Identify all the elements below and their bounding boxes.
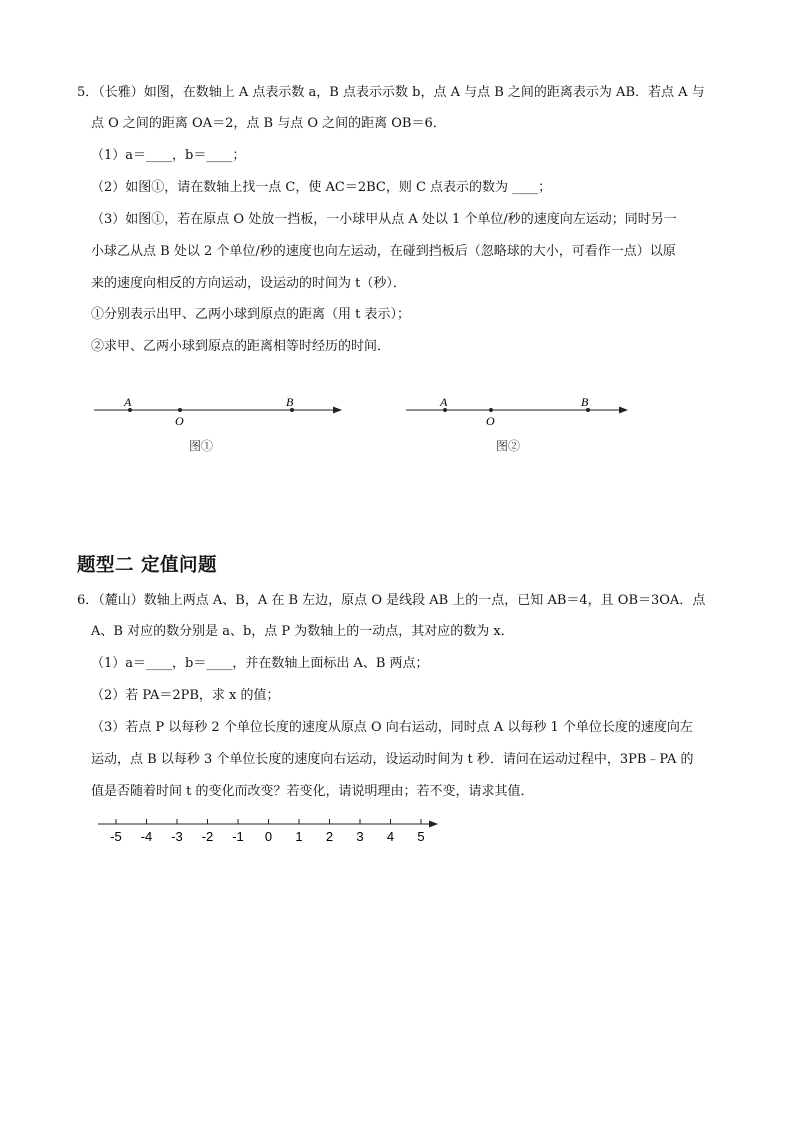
problem5-question3-line3: 来的速度向相反的方向运动，设运动的时间为 t（秒）． [91, 276, 406, 291]
problem6-text-line1: 6．（麓山）数轴上两点 A、B，A 在 B 左边，原点 O 是线段 AB 上的一点，已知 AB＝4，且 OB＝3OA．点 [77, 593, 706, 608]
problem5-question3-line2: 小球乙从点 B 处以 2 个单位/秒的速度也向左运动，在碰到挡板后（忽略球的大小，可看作一点）以原 [91, 244, 676, 259]
problem6-text-line2: A、B 对应的数分别是 a、b，点 P 为数轴上的一动点，其对应的数为 x． [91, 624, 514, 639]
number-line-tick-label: 3 [356, 829, 364, 844]
problem6-question3-line1: （3）若点 P 以每秒 2 个单位长度的速度从原点 O 向右运动，同时点 A 以每秒 1 个单位长度的速度向左 [91, 720, 693, 735]
fig2-caption: 图② [496, 439, 521, 453]
section-title: 题型二 定值问题 [77, 555, 217, 576]
fig2-label-o: O [486, 414, 495, 428]
problem5-text-line1: 5．（长雅）如图，在数轴上 A 点表示数 a，B 点表示示数 b，点 A 与点 B 之间的距离表示为 AB．若点 A 与 [77, 85, 705, 100]
fig1-caption: 图① [189, 439, 214, 453]
fig1-label-b: B [286, 395, 294, 409]
problem5-text-line2: 点 O 之间的距离 OA＝2，点 B 与点 O 之间的距离 OB＝6． [91, 116, 446, 131]
problem6-question1: （1）a＝____，b＝____，并在数轴上面标出 A、B 两点； [91, 656, 429, 671]
number-line-tick-label: 4 [386, 829, 395, 844]
number-line-tick-label: -1 [232, 829, 244, 844]
number-line-tick-label: 1 [295, 829, 303, 844]
fig1-label-a: A [124, 395, 132, 409]
figure-1-number-line [90, 390, 360, 460]
number-line-tick-label: 0 [264, 829, 273, 844]
problem6-question3-line2: 运动，点 B 以每秒 3 个单位长度的速度向右运动，设运动时间为 t 秒．请问在运动过程中，3PB﹣PA 的 [91, 752, 694, 767]
number-line-tick-label: -3 [171, 829, 183, 844]
problem6-question3-line3: 值是否随着时间 t 的变化而改变？若变化，请说明理由；若不变，请求其值． [91, 784, 534, 799]
number-line-tick-label: 2 [325, 829, 334, 844]
number-line-tick-label: -5 [110, 829, 122, 844]
problem5-question1: （1）a＝____，b＝____； [91, 148, 246, 163]
problem5-subquestion1: ①分别表示出甲、乙两小球到原点的距离（用 t 表示）； [91, 307, 410, 322]
problem5-subquestion2: ②求甲、乙两小球到原点的距离相等时经历的时间． [91, 339, 391, 354]
fig2-label-b: B [581, 395, 589, 409]
fig2-label-a: A [440, 395, 448, 409]
number-line-tick-label: -4 [140, 829, 153, 844]
figure-2-number-line [400, 390, 660, 460]
number-line-tick-label: -2 [201, 829, 214, 844]
fig1-label-o: O [175, 414, 184, 428]
number-line-tick-label: 5 [417, 829, 425, 844]
problem5-question3-line1: （3）如图①，若在原点 O 处放一挡板，一小球甲从点 A 处以 1 个单位/秒的速度向左运动；同时另一 [91, 212, 677, 227]
problem5-question2: （2）如图①，请在数轴上找一点 C，使 AC＝2BC，则 C 点表示的数为 ____； [91, 180, 552, 195]
problem6-question2: （2）若 PA＝2PB，求 x 的值； [91, 688, 280, 703]
problem6-number-line [90, 815, 450, 847]
